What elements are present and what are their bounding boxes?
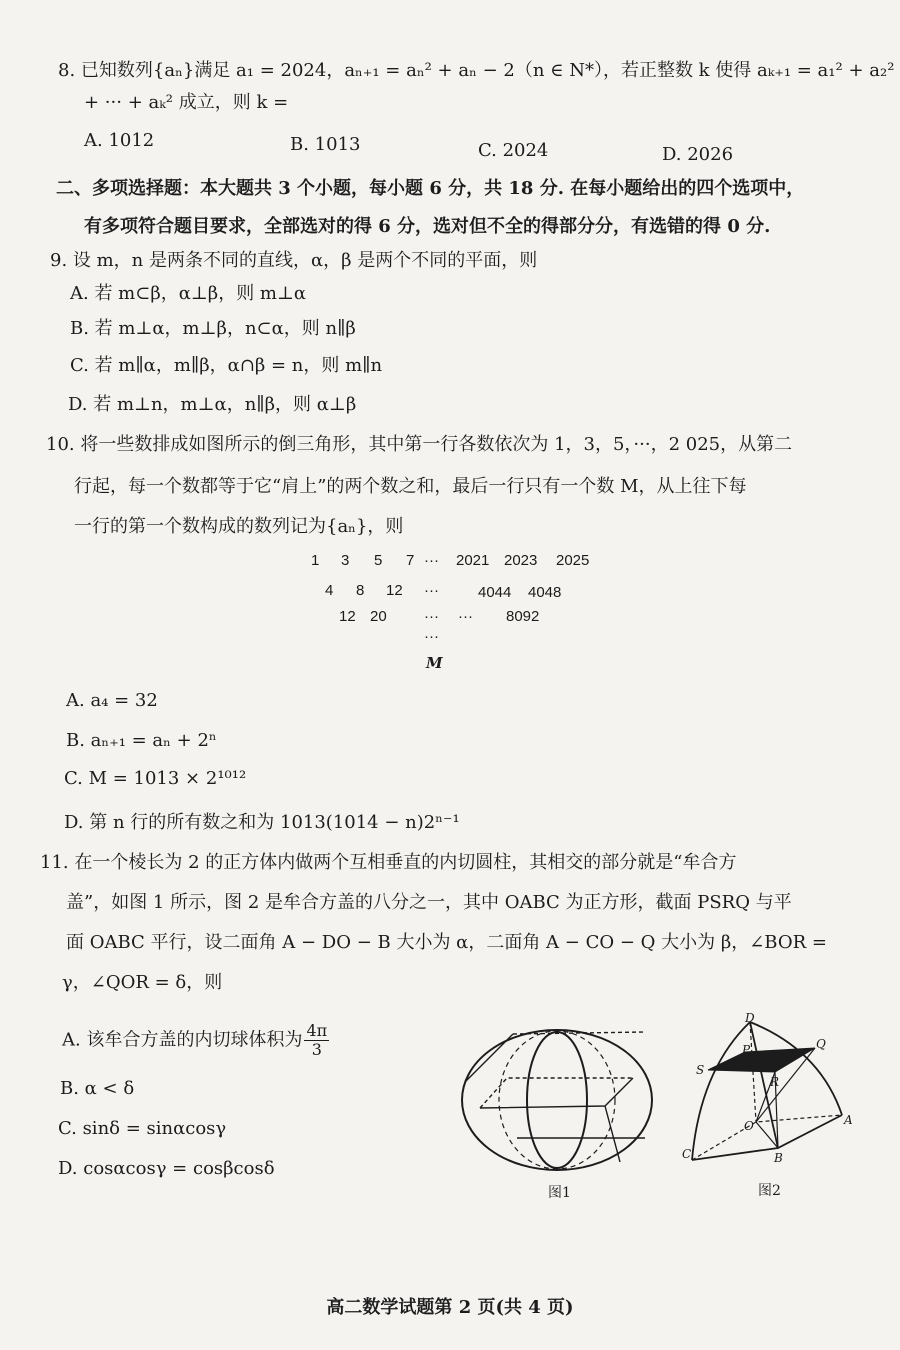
triangle-cell: 3 bbox=[341, 552, 350, 569]
q11-stem-line4: γ，∠QOR = δ，则 bbox=[62, 972, 223, 993]
label-o: O bbox=[744, 1119, 754, 1133]
triangle-cell: 2025 bbox=[556, 552, 590, 569]
label-d: D bbox=[745, 1011, 755, 1025]
q11-option-d: D. cosαcosγ = cosβcosδ bbox=[58, 1158, 275, 1179]
triangle-cell-m: M bbox=[426, 654, 443, 672]
figure-1-diagram bbox=[455, 1020, 660, 1185]
q11-stem-line2: 盖”，如图 1 所示，图 2 是牟合方盖的八分之一，其中 OABC 为正方形，截面 PSRQ 与平 bbox=[66, 892, 792, 913]
q11-option-b: B. α < δ bbox=[60, 1078, 135, 1099]
base-back bbox=[692, 1115, 842, 1160]
triangle-cell: 7 bbox=[406, 552, 415, 569]
q10-option-c: C. M = 1013 × 2¹⁰¹² bbox=[64, 768, 247, 789]
q11-option-c: C. sinδ = sinαcosγ bbox=[58, 1118, 227, 1139]
triangle-cell: 4044 bbox=[478, 584, 512, 601]
q9-option-a: A. 若 m⊂β，α⊥β，则 m⊥α bbox=[70, 283, 307, 304]
label-s: S bbox=[696, 1063, 705, 1077]
fraction-numerator: 4π bbox=[306, 1021, 328, 1040]
triangle-cell: 8092 bbox=[506, 608, 540, 625]
square-section-front bbox=[480, 1078, 633, 1108]
q11-option-a-text: A. 该牟合方盖的内切球体积为 bbox=[62, 1029, 303, 1051]
triangle-cell: ··· bbox=[458, 608, 473, 625]
label-c: C bbox=[682, 1147, 692, 1161]
triangle-cell: ··· bbox=[424, 552, 439, 569]
vertical-ellipse bbox=[527, 1032, 587, 1168]
base-front bbox=[692, 1115, 842, 1160]
q10-option-a: A. a₄ = 32 bbox=[66, 690, 158, 711]
triangle-cell: 20 bbox=[370, 608, 387, 625]
triangle-cell: ··· bbox=[424, 582, 439, 599]
q8-stem-line2: + ··· + aₖ² 成立，则 k = bbox=[84, 92, 289, 113]
triangle-cell: 12 bbox=[386, 582, 403, 599]
square-section-back bbox=[480, 1078, 633, 1108]
q8-option-b: B. 1013 bbox=[290, 134, 361, 155]
triangle-cell: ··· bbox=[424, 628, 439, 645]
triangle-cell: 12 bbox=[339, 608, 356, 625]
q11-stem-line3: 面 OABC 平行，设二面角 A − DO − B 大小为 α，二面角 A − CO − Q 大小为 β，∠BOR = bbox=[66, 932, 827, 953]
q10-option-d: D. 第 n 行的所有数之和为 1013(1014 − n)2ⁿ⁻¹ bbox=[64, 812, 460, 833]
edge-line-right bbox=[605, 1106, 620, 1162]
q8-stem-line1: 8. 已知数列{aₙ}满足 a₁ = 2024，aₙ₊₁ = aₙ² + aₙ − 2（n ∈ N*），若正整数 k 使得 aₖ₊₁ = a₁² + a₂² bbox=[58, 60, 895, 81]
q10-option-b: B. aₙ₊₁ = aₙ + 2ⁿ bbox=[66, 730, 217, 751]
q9-option-c: C. 若 m∥α，m∥β，α∩β = n，则 m∥n bbox=[70, 355, 383, 376]
label-b: B bbox=[774, 1151, 783, 1165]
page-footer: 高二数学试题第 2 页(共 4 页) bbox=[326, 1297, 574, 1318]
triangle-cell: ··· bbox=[424, 608, 439, 625]
q8-option-c: C. 2024 bbox=[478, 140, 549, 161]
q10-stem-line2: 行起，每一个数都等于它“肩上”的两个数之和，最后一行只有一个数 M，从上往下每 bbox=[74, 476, 747, 497]
dashed-ellipse bbox=[499, 1031, 615, 1169]
figure-1-caption: 图1 bbox=[548, 1185, 571, 1201]
fraction bbox=[304, 1022, 329, 1059]
q10-stem-line1: 10. 将一些数排成如图所示的倒三角形，其中第一行各数依次为 1，3，5，···，2 025，从第二 bbox=[46, 434, 793, 455]
section2-heading-line1: 二、多项选择题：本大题共 3 个小题，每小题 6 分，共 18 分. 在每小题给出的四个选项中， bbox=[56, 178, 805, 199]
outer-ellipse bbox=[462, 1030, 652, 1170]
label-a: A bbox=[844, 1113, 853, 1127]
q9-option-b: B. 若 m⊥α，m⊥β，n⊂α，则 n∥β bbox=[70, 318, 356, 339]
triangle-cell: 4048 bbox=[528, 584, 562, 601]
label-p: P bbox=[742, 1043, 751, 1057]
label-r: R bbox=[770, 1075, 780, 1089]
figure-2-diagram bbox=[680, 1010, 860, 1175]
q9-stem: 9. 设 m，n 是两条不同的直线，α，β 是两个不同的平面，则 bbox=[50, 250, 538, 271]
q8-option-a: A. 1012 bbox=[84, 130, 155, 151]
q11-stem-line1: 11. 在一个棱长为 2 的正方体内做两个互相垂直的内切圆柱，其相交的部分就是“牟合方 bbox=[40, 852, 737, 873]
q11-option-a bbox=[62, 1022, 329, 1059]
figure-2-caption: 图2 bbox=[758, 1183, 781, 1199]
triangle-cell: 2021 bbox=[456, 552, 490, 569]
fraction-denominator: 3 bbox=[311, 1040, 322, 1059]
q9-option-d: D. 若 m⊥n，m⊥α，n∥β，则 α⊥β bbox=[68, 394, 357, 415]
triangle-cell: 1 bbox=[311, 552, 320, 569]
q10-stem-line3: 一行的第一个数构成的数列记为{aₙ}，则 bbox=[74, 516, 404, 537]
triangle-cell: 8 bbox=[356, 582, 365, 599]
triangle-cell: 5 bbox=[374, 552, 383, 569]
triangle-cell: 2023 bbox=[504, 552, 538, 569]
edge-line-left bbox=[465, 1034, 513, 1082]
triangle-cell: 4 bbox=[325, 582, 334, 599]
q8-option-d: D. 2026 bbox=[662, 144, 734, 165]
label-q: Q bbox=[816, 1037, 826, 1051]
section2-heading-line2: 有多项符合题目要求，全部选对的得 6 分，选对但不全的得部分分，有选错的得 0 分. bbox=[84, 216, 771, 237]
